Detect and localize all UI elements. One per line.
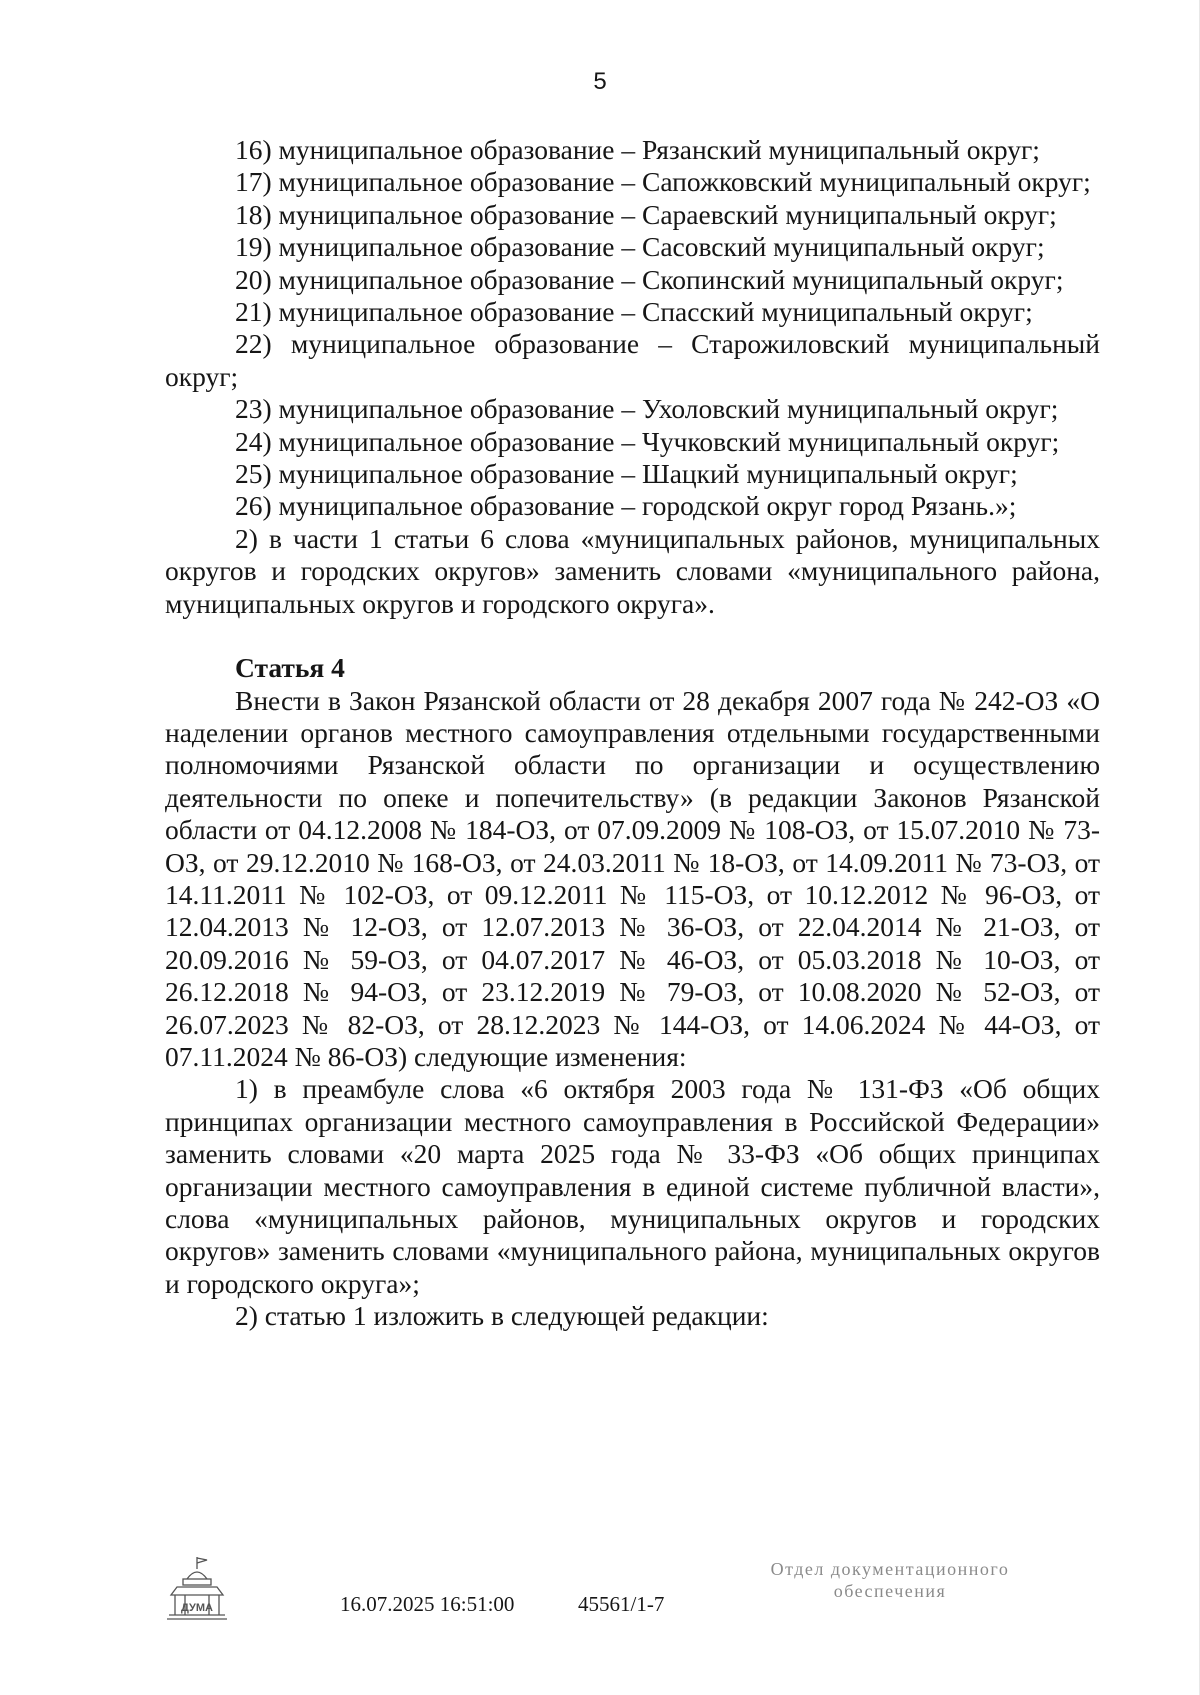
article4-intro: Внести в Закон Рязанской области от 28 декабря 2007 года № 242-ОЗ «О наделении органов местного самоуправления отдельными государственными полномочиями Рязанской области по организации и осуществлению деятельности по опеке и попечительству» (в редакции Законов Рязанской области от 04.12.2008 № 184-ОЗ, от 07.09.2009 № 108-ОЗ, от 15.07.2010 № 73-ОЗ, от 29.12.2010 № 168-ОЗ, от 24.03.2011 № 18-ОЗ, от 14.09.2011 № 73-ОЗ, от 14.11.2011 № 102-ОЗ, от 09.12.2011 № 115-ОЗ, от 10.12.2012 № 96-ОЗ, от 12.04.2013 № 12-ОЗ, от 12.07.2013 № 36-ОЗ, от 22.04.2014 № 21-ОЗ, от 20.09.2016 № 59-ОЗ, от 04.07.2017 № 46-ОЗ, от 05.03.2018 № 10-ОЗ, от 26.12.2018 № 94-ОЗ, от 23.12.2019 № 79-ОЗ, от 10.08.2020 № 52-ОЗ, от 26.07.2023 № 82-ОЗ, от 28.12.2023 № 144-ОЗ, от 14.06.2024 № 44-ОЗ, от 07.11.2024 № 86-ОЗ) следующие изменения: [165,684,1100,1072]
list-item: 18) муниципальное образование – Сараевский муниципальный округ; [235,198,1057,230]
list-item: 21) муниципальное образование – Спасский муниципальный округ; [235,296,1033,328]
duma-building-icon [165,1555,235,1625]
list-item: 25) муниципальное образование – Шацкий муниципальный округ; [235,458,1018,490]
list-item: 22) муниципальное образование – Старожиловский муниципальный округ; [165,328,1100,392]
article4-point1: 1) в преамбуле слова «6 октября 2003 года № 131-ФЗ «Об общих принципах организации местного самоуправления в Российской Федерации» заменить словами «20 марта 2025 года № 33-ФЗ «Об общих принципах организации местного самоуправления в единой системе публичной власти», слова «муниципальных районов, муниципальных округов и городских округов» заменить словами «муниципального района, муниципальных округов и городского округа»; [165,1073,1100,1299]
list-item: 26) муниципальное образование – городской округ город Рязань.»; [235,490,1017,522]
stamp-line: обеспечения [833,1581,947,1601]
list-item: 23) муниципальное образование – Ухоловский муниципальный округ; [235,393,1059,425]
stamp-line: Отдел документационного [770,1559,1010,1579]
duma-logo [165,1555,235,1625]
footer-datetime: 16.07.2025 16:51:00 [340,1592,515,1616]
department-stamp [740,1558,1040,1602]
list-item: 16) муниципальное образование – Рязанский муниципальный округ; [235,134,1040,165]
article4-point2: 2) статью 1 изложить в следующей редакции: [235,1300,769,1332]
page-number: 5 [593,68,607,95]
article-heading: Статья 4 [235,652,345,684]
list-item: 19) муниципальное образование – Сасовский муниципальный округ; [235,231,1045,263]
list-item: 20) муниципальное образование – Скопинский муниципальный округ; [235,263,1064,295]
footer-document-code: 45561/1-7 [578,1592,665,1616]
list-item: 24) муниципальное образование – Чучковский муниципальный округ; [235,425,1060,457]
list-item: 17) муниципальное образование – Сапожковский муниципальный округ; [235,166,1091,198]
document-body [165,134,1100,1333]
svg-text:ДУМА: ДУМА [181,1602,213,1614]
article3-point2: 2) в части 1 статьи 6 слова «муниципальных районов, муниципальных округов и городских округов» заменить словами «муниципального района, муниципальных округов и городского округа». [165,522,1100,619]
